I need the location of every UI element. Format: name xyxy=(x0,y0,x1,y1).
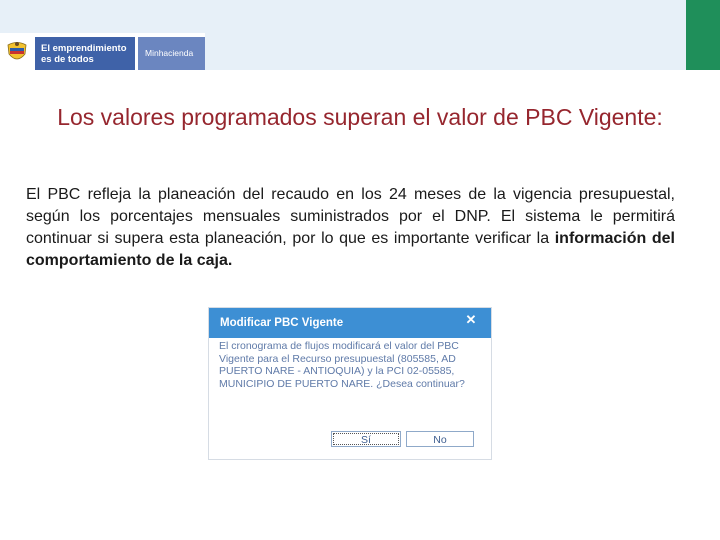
brand-logo xyxy=(35,37,135,70)
colombia-crest-icon xyxy=(4,39,30,65)
dialog-message: El cronograma de flujos modificará el valor del PBC Vigente para el Recurso presupuestal (805585, AD PUERTO NARE - ANTIOQUIA) y la PCI 02-05585, MUNICIPIO DE PUERTO NARE. ¿Desea continuar? xyxy=(219,340,465,390)
modify-pbc-dialog xyxy=(208,307,492,460)
ministry-logo: Minhacienda xyxy=(138,37,205,70)
slide-title: Los valores programados superan el valor de PBC Vigente: xyxy=(57,104,663,130)
dialog-title: Modificar PBC Vigente xyxy=(220,317,344,329)
paragraph-emphasis: información del comportamiento de la caja. xyxy=(26,230,676,269)
brand-line-2: es de todos xyxy=(41,54,94,65)
yes-button[interactable]: Sí xyxy=(331,431,401,447)
brand-line-1: El emprendimiento xyxy=(41,43,127,54)
header-accent-bar xyxy=(686,0,720,70)
dialog-header xyxy=(209,308,491,338)
close-icon[interactable]: ✕ xyxy=(465,312,477,327)
slide-paragraph xyxy=(26,184,675,272)
no-button[interactable]: No xyxy=(406,431,474,447)
paragraph-text: El PBC refleja la planeación del recaudo en los 24 meses de la vigencia presupuestal, según los porcentajes mensuales suministrados por el DNP. El sistema le permitirá continuar si supera esta planeación, por lo que es importante verificar la xyxy=(26,186,675,247)
